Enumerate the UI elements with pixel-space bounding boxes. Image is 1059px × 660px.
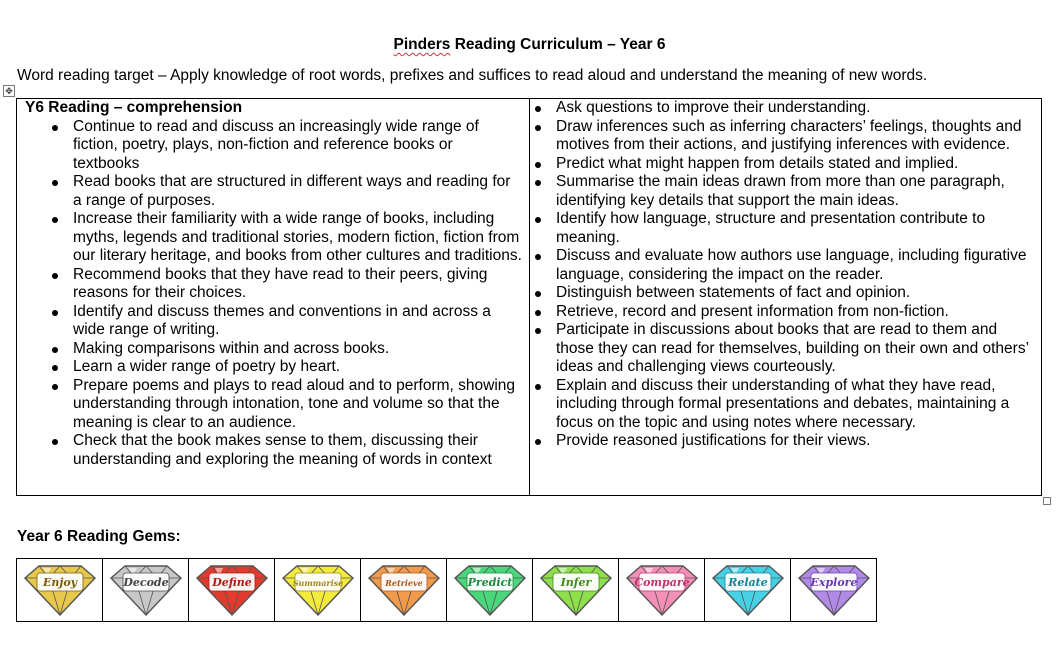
gems-title: Year 6 Reading Gems: xyxy=(17,528,181,545)
list-item: Participate in discussions about books that are read to them and those they can read for themselves, building on their own and others’ ideas and challenging views courteously. xyxy=(556,321,1037,377)
gem-cell xyxy=(447,559,533,621)
list-item: Making comparisons within and across books. xyxy=(73,340,523,359)
gem-cell xyxy=(17,559,103,621)
list-item: Distinguish between statements of fact and opinion. xyxy=(556,284,1037,303)
gem-label: Retrieve xyxy=(384,578,423,588)
list-item: Retrieve, record and present information from non-fiction. xyxy=(556,303,1037,322)
document-title xyxy=(0,36,1059,54)
predict-gem-icon xyxy=(451,562,529,618)
gem-cell xyxy=(103,559,189,621)
list-item: Draw inferences such as inferring characters’ feelings, thoughts and motives from their actions, and justifying inferences with evidence. xyxy=(556,118,1037,155)
enjoy-gem-icon xyxy=(21,562,99,618)
gem-cell xyxy=(533,559,619,621)
list-item: Learn a wider range of poetry by heart. xyxy=(73,358,523,377)
define-gem-icon xyxy=(193,562,271,618)
relate-gem-icon xyxy=(709,562,787,618)
list-item: Discuss and evaluate how authors use language, including figurative language, considering the impact on the reader. xyxy=(556,247,1037,284)
title-rest: Reading Curriculum – Year 6 xyxy=(450,36,666,53)
gem-cell xyxy=(189,559,275,621)
word-reading-target: Word reading target – Apply knowledge of root words, prefixes and suffices to read aloud and understand the meaning of new words. xyxy=(17,67,928,84)
list-item: Continue to read and discuss an increasingly wide range of fiction, poetry, plays, non-fiction and reference books or textbooks xyxy=(73,118,523,174)
decode-gem-icon xyxy=(107,562,185,618)
title-prefix: Pinders xyxy=(393,36,451,53)
gem-label: Summarise xyxy=(292,578,343,588)
table-heading: Y6 Reading – comprehension xyxy=(25,99,243,116)
summarise-gem-icon xyxy=(279,562,357,618)
list-item: Identify and discuss themes and conventions in and across a wide range of writing. xyxy=(73,303,523,340)
gem-cell xyxy=(361,559,447,621)
gem-label: Enjoy xyxy=(42,576,77,589)
table-move-icon[interactable]: ✥ xyxy=(3,85,15,97)
left-bullet-list xyxy=(25,118,523,470)
gems-table xyxy=(16,558,877,622)
list-item: Ask questions to improve their understanding. xyxy=(556,99,1037,118)
gem-label: Explore xyxy=(810,576,857,589)
list-item: Increase their familiarity with a wide range of books, including myths, legends and traditional stories, modern fiction, fiction from our literary heritage, and books from other cultures and traditions. xyxy=(73,210,522,264)
infer-gem-icon xyxy=(537,562,615,618)
gem-cell xyxy=(275,559,361,621)
table-left-cell[interactable] xyxy=(17,99,530,495)
list-item: Read books that are structured in different ways and reading for a range of purposes. xyxy=(73,173,523,210)
table-resize-handle[interactable] xyxy=(1043,497,1051,505)
list-item: Explain and discuss their understanding of what they have read, including through formal presentations and debates, maintaining a focus on the topic and using notes where necessary. xyxy=(556,377,1037,433)
list-item: Identify how language, structure and presentation contribute to meaning. xyxy=(556,210,1037,247)
explore-gem-icon xyxy=(795,562,873,618)
comprehension-table xyxy=(16,98,1042,496)
gem-cell xyxy=(619,559,705,621)
gem-label: Compare xyxy=(633,576,690,589)
list-item: Predict what might happen from details stated and implied. xyxy=(556,155,1037,174)
gem-cell xyxy=(791,559,876,621)
list-item: Recommend books that they have read to their peers, giving reasons for their choices. xyxy=(73,266,523,303)
list-item: Provide reasoned justifications for their views. xyxy=(556,432,1037,451)
table-right-cell[interactable] xyxy=(530,99,1041,495)
gem-label: Define xyxy=(211,576,252,589)
gem-label: Decode xyxy=(122,576,169,589)
right-bullet-list xyxy=(556,99,1037,451)
list-item: Summarise the main ideas drawn from more than one paragraph, identifying key details that support the main ideas. xyxy=(556,173,1037,210)
gem-cell xyxy=(705,559,791,621)
gem-label: Relate xyxy=(727,576,768,589)
gem-label: Infer xyxy=(560,576,591,589)
list-item: Prepare poems and plays to read aloud and to perform, showing understanding through intonation, tone and volume so that the meaning is clear to an audience. xyxy=(73,377,523,433)
list-item: Check that the book makes sense to them, discussing their understanding and exploring the meaning of words in context xyxy=(73,432,523,469)
compare-gem-icon xyxy=(623,562,701,618)
retrieve-gem-icon xyxy=(365,562,443,618)
gem-label: Predict xyxy=(467,576,512,589)
